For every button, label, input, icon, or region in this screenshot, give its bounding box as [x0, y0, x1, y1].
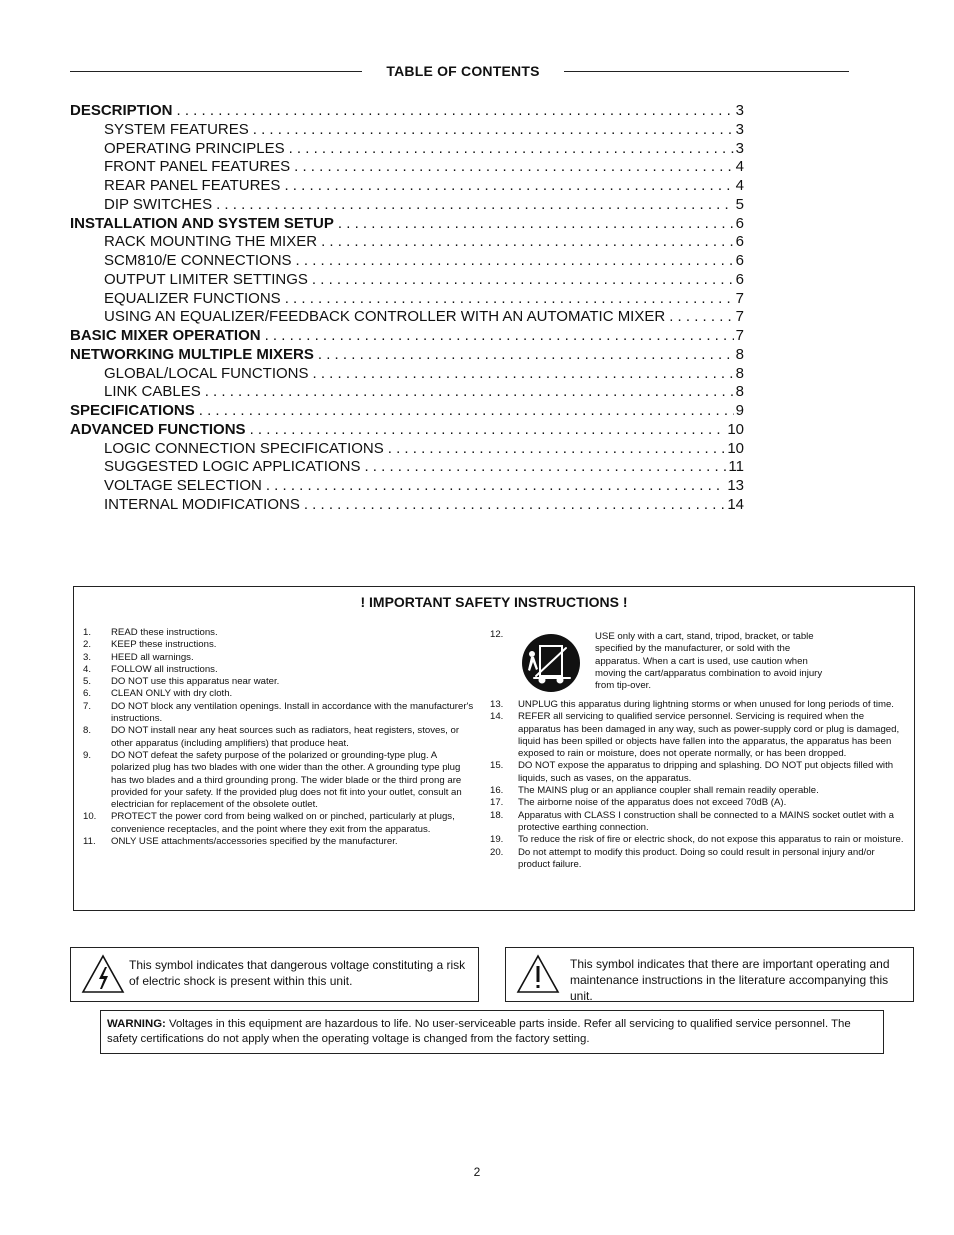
toc-rule-right — [564, 71, 849, 72]
toc-entry-label: DIP SWITCHES — [104, 195, 213, 213]
safety-item-12 — [490, 631, 906, 697]
safety-item-number: 4. — [83, 663, 92, 675]
safety-item-text: DO NOT defeat the safety purpose of the polarized or grounding-type plug. A polarized plug has two blades with one wider than the other. A grounding type plug has two blades and a third grounding prong. The wider blade or the third prong are provided for your safety. If the provided plug does not fit into your outlet, consult an electrician for replacement of the obsolete outlet. — [111, 749, 462, 811]
table-of-contents — [70, 102, 744, 515]
toc-entry-label: SUGGESTED LOGIC APPLICATIONS — [104, 458, 361, 476]
safety-item-text: HEED all warnings. — [111, 651, 194, 663]
toc-entry-page: 6 — [735, 233, 744, 251]
safety-item-text: The airborne noise of the apparatus does not exceed 70dB (A). — [518, 797, 787, 809]
toc-entry-page: 14 — [727, 495, 744, 513]
toc-entry — [70, 233, 744, 252]
toc-header — [70, 63, 849, 83]
toc-leader-dots — [212, 196, 734, 213]
toc-entry-label: VOLTAGE SELECTION — [104, 477, 262, 494]
toc-entry-label: SYSTEM FEATURES — [104, 120, 249, 138]
toc-entry — [70, 402, 744, 421]
safety-item — [490, 797, 906, 809]
safety-item-number: 12. — [490, 629, 504, 640]
toc-leader-dots — [308, 271, 734, 288]
safety-item-number: 3. — [83, 651, 92, 663]
exclamation-warning-icon — [516, 954, 560, 994]
safety-item-number: 10. — [83, 811, 97, 823]
toc-entry-page: 11 — [728, 458, 744, 476]
toc-leader-dots — [360, 458, 726, 475]
toc-entry — [70, 252, 744, 271]
toc-leader-dots — [309, 365, 734, 382]
toc-entry-page: 9 — [735, 402, 744, 419]
toc-entry — [70, 102, 744, 121]
toc-entry-label: ADVANCED FUNCTIONS — [70, 420, 246, 438]
toc-leader-dots — [195, 402, 734, 419]
toc-leader-dots — [261, 327, 734, 344]
safety-item — [83, 627, 475, 639]
safety-item-text: USE only with a cart, stand, tripod, bracket, or table specified by the manufacturer, or sold with the apparatus. When a cart is used, use caution when moving the cart/apparatus combination to avoid injury from tip-over. — [595, 631, 823, 692]
safety-item-number: 11. — [83, 836, 96, 848]
toc-entry-page: 4 — [735, 158, 744, 176]
safety-item-text: DO NOT expose the apparatus to dripping and splashing. DO NOT put objects filled with liquids, such as vases, on the apparatus. — [518, 760, 894, 784]
safety-item-text: DO NOT install near any heat sources such as radiators, heat registers, stoves, or other apparatus (including amplifiers) that produce heat. — [111, 725, 460, 749]
toc-entry — [70, 477, 744, 496]
safety-item-number: 16. — [490, 785, 504, 797]
toc-leader-dots — [665, 308, 733, 325]
toc-entry-page: 5 — [735, 195, 744, 213]
toc-leader-dots — [262, 477, 725, 494]
safety-item-number: 19. — [490, 834, 504, 846]
toc-entry — [70, 496, 744, 515]
toc-entry-label: INSTALLATION AND SYSTEM SETUP — [70, 214, 334, 232]
toc-entry-label: EQUALIZER FUNCTIONS — [104, 289, 281, 307]
toc-entry-page: 7 — [735, 308, 744, 326]
safety-item-text: KEEP these instructions. — [111, 639, 217, 651]
voltage-symbol-box — [70, 947, 479, 1002]
safety-item — [490, 810, 906, 835]
safety-item — [83, 701, 475, 726]
toc-entry-page: 7 — [735, 289, 744, 307]
toc-entry-page: 4 — [735, 177, 744, 194]
toc-entry-label: NETWORKING MULTIPLE MIXERS — [70, 345, 314, 363]
toc-entry-label: GLOBAL/LOCAL FUNCTIONS — [104, 364, 309, 382]
toc-leader-dots — [314, 346, 734, 363]
safety-item — [83, 836, 475, 848]
toc-entry-label: OUTPUT LIMITER SETTINGS — [104, 270, 308, 288]
toc-leader-dots — [173, 102, 734, 119]
toc-entry-page: 3 — [735, 139, 744, 157]
toc-entry-page: 10 — [727, 439, 744, 457]
safety-item-number: 20. — [490, 846, 504, 858]
safety-item-text: Apparatus with CLASS I construction shall be connected to a MAINS socket outlet with a protective earthing connection. — [518, 809, 894, 833]
safety-item-number: 15. — [490, 760, 504, 772]
safety-item — [83, 664, 475, 676]
toc-entry-page: 6 — [735, 214, 744, 232]
toc-entry — [70, 196, 744, 215]
toc-entry-label: SCM810/E CONNECTIONS — [104, 252, 292, 269]
toc-entry-label: REAR PANEL FEATURES — [104, 177, 281, 194]
warning-body: Voltages in this equipment are hazardous to life. No user-serviceable parts inside. Refer all servicing to qualified service personnel. The safety certifications do not apply when the operating voltage is changed from the factory setting. — [107, 1018, 851, 1045]
safety-item-text: DO NOT block any ventilation openings. Install in accordance with the manufacturer's instructions. — [111, 700, 474, 725]
toc-leader-dots — [201, 383, 734, 400]
toc-entry-label: DESCRIPTION — [70, 102, 173, 119]
toc-title: TABLE OF CONTENTS — [386, 63, 540, 79]
toc-entry-label: OPERATING PRINCIPLES — [104, 139, 285, 157]
safety-title: ! IMPORTANT SAFETY INSTRUCTIONS ! — [360, 594, 628, 610]
safety-item-number: 9. — [83, 749, 92, 761]
toc-entry-label: USING AN EQUALIZER/FEEDBACK CONTROLLER WITH AN AUTOMATIC MIXER — [104, 308, 666, 326]
page-number: 2 — [473, 1165, 481, 1179]
toc-leader-dots — [285, 140, 734, 157]
safety-item-text: READ these instructions. — [111, 627, 218, 638]
instructions-symbol-text: This symbol indicates that there are important operating and maintenance instructions in the literature accompanying this unit. — [570, 957, 890, 1003]
safety-instructions-box — [73, 586, 915, 911]
safety-item-text: FOLLOW all instructions. — [111, 663, 218, 675]
toc-entry-label: FRONT PANEL FEATURES — [104, 158, 291, 176]
safety-item-number: 6. — [83, 688, 92, 700]
voltage-symbol-text: This symbol indicates that dangerous voltage constituting a risk of electric shock is present within this unit. — [129, 958, 466, 988]
safety-item-text: CLEAN ONLY with dry cloth. — [111, 688, 233, 700]
toc-entry-label: BASIC MIXER OPERATION — [70, 327, 261, 344]
toc-entry-label: INTERNAL MODIFICATIONS — [104, 495, 300, 513]
toc-entry — [70, 365, 744, 384]
safety-item-number: 7. — [83, 700, 92, 712]
toc-rule-left — [70, 71, 362, 72]
toc-entry — [70, 346, 744, 365]
toc-entry — [70, 327, 744, 346]
safety-item-text: ONLY USE attachments/accessories specified by the manufacturer. — [111, 836, 398, 848]
toc-entry-page: 13 — [727, 477, 744, 494]
safety-item-text: UNPLUG this apparatus during lightning storms or when unused for long periods of time. — [518, 699, 894, 710]
safety-list-right — [490, 699, 906, 871]
safety-item-number: 13. — [490, 699, 504, 710]
warning-text — [107, 1017, 877, 1047]
toc-entry-page: 3 — [735, 102, 744, 119]
safety-item-text: REFER all servicing to qualified service personnel. Servicing is required when the apparatus has been damaged in any way, such as power-supply cord or plug is damaged, liquid has been spilled or objects have fallen into the apparatus, the apparatus has been exposed to rain or moisture, does not operate normally, or has been dropped. — [518, 711, 900, 760]
safety-item — [83, 676, 475, 688]
toc-entry — [70, 177, 744, 196]
safety-item — [83, 652, 475, 664]
toc-leader-dots — [281, 290, 734, 307]
toc-entry-label: LINK CABLES — [104, 383, 201, 401]
toc-leader-dots — [384, 440, 726, 457]
toc-entry-page: 6 — [735, 252, 744, 269]
toc-entry — [70, 215, 744, 234]
safety-item-number: 14. — [490, 711, 504, 723]
toc-entry-page: 6 — [735, 270, 744, 288]
toc-leader-dots — [317, 233, 734, 250]
toc-entry — [70, 271, 744, 290]
toc-entry-page: 8 — [735, 364, 744, 382]
safety-item — [83, 639, 475, 651]
toc-leader-dots — [249, 121, 734, 138]
safety-item-text: To reduce the risk of fire or electric shock, do not expose this apparatus to rain or moisture. — [518, 834, 904, 846]
cart-tipover-icon — [520, 632, 582, 694]
safety-item — [83, 725, 475, 750]
toc-leader-dots — [300, 496, 725, 513]
safety-item-number: 8. — [83, 725, 92, 737]
toc-entry-label: LOGIC CONNECTION SPECIFICATIONS — [104, 439, 384, 457]
safety-item — [490, 847, 906, 872]
toc-entry — [70, 440, 744, 459]
instructions-symbol-box — [505, 947, 914, 1002]
toc-leader-dots — [280, 177, 733, 194]
toc-entry — [70, 421, 744, 440]
safety-item-number: 17. — [490, 797, 504, 809]
warning-box — [100, 1010, 884, 1054]
toc-entry — [70, 140, 744, 159]
toc-entry-label: SPECIFICATIONS — [70, 402, 195, 419]
toc-leader-dots — [246, 421, 726, 438]
safety-item-number: 18. — [490, 809, 504, 821]
safety-item-text: Do not attempt to modify this product. Doing so could result in personal injury and/or product failure. — [518, 846, 875, 870]
toc-entry-page: 8 — [735, 383, 744, 401]
toc-entry-page: 7 — [735, 327, 744, 344]
toc-entry — [70, 383, 744, 402]
safety-item-text: The MAINS plug or an appliance coupler shall remain readily operable. — [518, 785, 819, 797]
safety-item — [490, 834, 906, 846]
toc-entry-page: 3 — [735, 120, 744, 138]
safety-item — [83, 811, 475, 836]
safety-item — [490, 699, 906, 711]
lightning-warning-icon — [81, 954, 125, 994]
toc-entry-page: 8 — [735, 345, 744, 363]
toc-leader-dots — [292, 252, 734, 269]
toc-entry-label: RACK MOUNTING THE MIXER — [104, 233, 318, 251]
safety-item — [490, 711, 906, 760]
safety-item-number: 5. — [83, 676, 92, 688]
toc-entry-page: 10 — [727, 420, 744, 438]
safety-item — [490, 785, 906, 797]
safety-item-text: PROTECT the power cord from being walked on or pinched, particularly at plugs, convenience receptacles, and the point where they exit from the apparatus. — [111, 811, 455, 835]
toc-leader-dots — [334, 215, 734, 232]
toc-entry — [70, 458, 744, 477]
safety-item-number: 2. — [83, 639, 92, 651]
toc-leader-dots — [290, 158, 734, 175]
safety-list-left — [83, 627, 475, 848]
safety-item — [83, 750, 475, 811]
safety-item — [83, 688, 475, 700]
safety-item — [490, 760, 906, 785]
warning-label: WARNING: — [107, 1018, 166, 1030]
toc-entry — [70, 121, 744, 140]
safety-item-text: DO NOT use this apparatus near water. — [111, 676, 280, 688]
toc-entry — [70, 308, 744, 327]
toc-entry — [70, 158, 744, 177]
safety-item-number: 1. — [83, 627, 92, 638]
toc-entry — [70, 290, 744, 309]
